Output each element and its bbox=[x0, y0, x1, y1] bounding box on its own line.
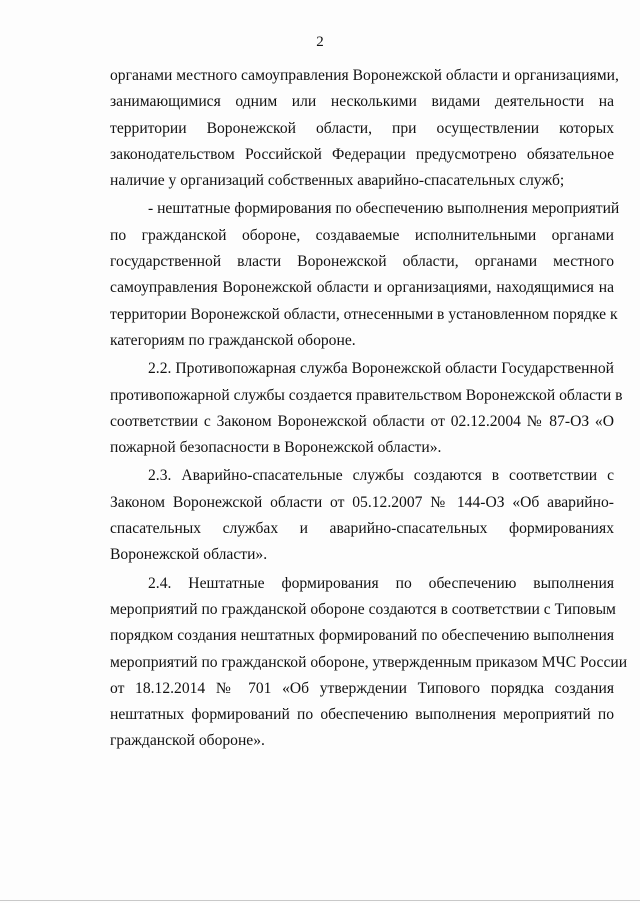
text-line: Воронежской области». bbox=[110, 546, 268, 564]
page-bottom-edge bbox=[0, 900, 640, 901]
text-line: мероприятий по гражданской обороне, утвержденным приказом МЧС России bbox=[110, 653, 628, 671]
text-line: 2.2. Противопожарная служба Воронежской области Государственной bbox=[148, 360, 614, 378]
text-line: государственной власти Воронежской области, органами местного bbox=[110, 253, 614, 271]
text-line: нештатных формирований по обеспечению выполнения мероприятий по bbox=[110, 706, 614, 724]
text-line: территории Воронежской области, отнесенными в установленном порядке к bbox=[110, 305, 618, 323]
text-line: Законом Воронежской области от 05.12.2007 № 144-ОЗ «Об аварийно- bbox=[110, 493, 614, 511]
text-line: от 18.12.2014 № 701 «Об утверждении Типового порядка создания bbox=[110, 679, 614, 697]
document-body bbox=[110, 63, 628, 755]
text-line: самоуправления Воронежской области и организациями, находящимися на bbox=[110, 279, 614, 297]
text-line: соответствии с Законом Воронежской области от 02.12.2004 № 87-ОЗ «О bbox=[110, 412, 614, 430]
paragraph-2 bbox=[110, 196, 620, 354]
page-number: 2 bbox=[316, 34, 324, 50]
text-line: 2.4. Нештатные формирования по обеспечению выполнения bbox=[148, 574, 614, 592]
text-line: органами местного самоуправления Воронежской области и организациями, bbox=[110, 67, 619, 84]
paragraph-2-4 bbox=[110, 571, 628, 755]
text-line: наличие у организаций собственных аварийно-спасательных служб; bbox=[110, 172, 565, 190]
paragraph-2-3 bbox=[110, 463, 614, 568]
text-line: законодательством Российской Федерации предусмотрено обязательное bbox=[110, 145, 614, 163]
paragraph-1 bbox=[110, 63, 619, 194]
text-line: категориям по гражданской обороне. bbox=[110, 331, 356, 349]
text-line: занимающимися одним или несколькими видами деятельности на bbox=[110, 93, 614, 111]
paragraph-2-2 bbox=[110, 356, 623, 461]
text-line: территории Воронежской области, при осуществлении которых bbox=[110, 119, 614, 137]
text-line: порядком создания нештатных формирований по обеспечению выполнения bbox=[110, 627, 614, 645]
text-line: 2.3. Аварийно-спасательные службы создаются в соответствии с bbox=[148, 467, 614, 485]
text-line: - нештатные формирования по обеспечению выполнения мероприятий bbox=[148, 200, 620, 218]
text-line: противопожарной службы создается правительством Воронежской области в bbox=[110, 386, 623, 404]
text-line: спасательных службах и аварийно-спасательных формированиях bbox=[110, 520, 614, 538]
text-line: гражданской обороне». bbox=[110, 732, 265, 750]
text-line: по гражданской обороне, создаваемые исполнительными органами bbox=[110, 226, 614, 244]
text-line: мероприятий по гражданской обороне создаются в соответствии с Типовым bbox=[110, 600, 616, 618]
text-line: пожарной безопасности в Воронежской области». bbox=[110, 439, 442, 457]
